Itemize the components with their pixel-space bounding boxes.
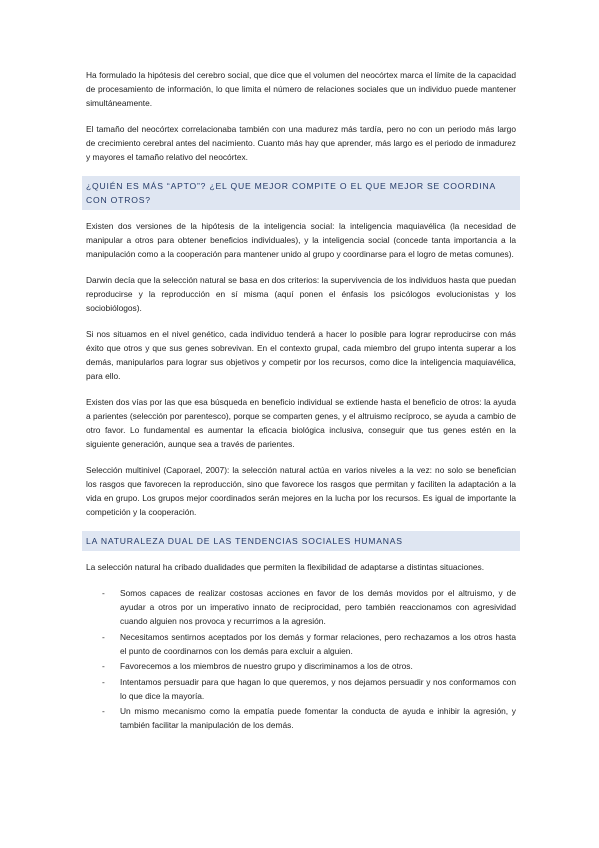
section1-paragraph-1: Existen dos versiones de la hipótesis de la inteligencia social: la inteligencia maquiavélica (la necesidad de manipular a otros para obtener beneficios individuales), y la inteligencia social (concede tanta importancia a la manipulación como a la cooperación para mantener unido al grupo y coordinarse para el logro de metas comunes).	[86, 221, 516, 259]
section1-paragraph-2: Darwin decía que la selección natural se basa en dos criterios: la supervivencia de los individuos hasta que puedan reproducirse y la reproducción en sí misma (aquí ponen el énfasis los psicólogos evolucionistas y los sociobiólogos).	[86, 275, 516, 313]
dualities-list	[102, 586, 516, 732]
list-item-text: Intentamos persuadir para que hagan lo que queremos, y nos dejamos persuadir y nos conformamos con lo que dice la mayoría.	[120, 676, 516, 701]
bullet-dash: -	[102, 631, 105, 642]
list-item	[102, 586, 516, 628]
section1-paragraph-3: Si nos situamos en el nivel genético, cada individuo tenderá a hacer lo posible para lograr reproducirse con más éxito que otros y que sus genes sobrevivan. En el contexto grupal, cada miembro del grupo intenta superar a los demás, manipularlos para lograr sus objetivos y competir por los recursos, como dice la inteligencia maquiavélica, para ello.	[86, 329, 516, 381]
list-item	[102, 675, 516, 703]
section1-paragraph-4: Existen dos vías por las que esa búsqueda en beneficio individual se extiende hasta el beneficio de otros: la ayuda a parientes (selección por parentesco), porque se comparten genes, y el altruismo recíproco, se ayuda a cambio de otro favor. Lo fundamental es aumentar la eficacia biológica inclusiva, conseguir que tus genes estén en la siguiente generación, aunque sea a través de parientes.	[86, 397, 516, 449]
bullet-dash: -	[102, 676, 105, 687]
section-heading-naturaleza-dual: LA NATURALEZA DUAL DE LAS TENDENCIAS SOCIALES HUMANAS	[82, 531, 520, 551]
list-item-text: Favorecemos a los miembros de nuestro grupo y discriminamos a los de otros.	[120, 661, 413, 672]
intro-paragraph-1: Ha formulado la hipótesis del cerebro social, que dice que el volumen del neocórtex marca el límite de la capacidad de procesamiento de información, lo que limita el número de relaciones sociales que un individuo puede mantener simultáneamente.	[86, 70, 516, 108]
list-item	[102, 630, 516, 658]
list-item	[102, 704, 516, 732]
document-body	[86, 68, 516, 734]
section-heading-apto: ¿QUIÉN ES MÁS “APTO”? ¿EL QUE MEJOR COMPITE O EL QUE MEJOR SE COORDINA CON OTROS?	[82, 176, 520, 210]
list-item-text: Un mismo mecanismo como la empatía puede fomentar la conducta de ayuda e inhibir la agresión, y también facilitar la manipulación de los demás.	[120, 706, 516, 731]
section1-paragraph-5: Selección multinivel (Caporael, 2007): la selección natural actúa en varios niveles a la vez: no solo se benefician los rasgos que favorecen la reproducción, sino que favorece los rasgos que permitan y faciliten la adaptación a la vida en grupo. Los grupos mejor coordinados serán mejores en la lucha por los recursos. Es igual de importante la competición y la cooperación.	[86, 465, 516, 517]
list-item-text: Necesitamos sentirnos aceptados por los demás y formar relaciones, pero rechazamos a los otros hasta el punto de coordinarnos con los demás para excluir a alguien.	[120, 631, 516, 656]
bullet-dash: -	[102, 588, 105, 598]
bullet-dash: -	[102, 661, 105, 672]
intro-paragraph-2: El tamaño del neocórtex correlacionaba también con una madurez más tardía, pero no con un periodo más largo de crecimiento cerebral antes del nacimiento. Cuanto más hay que aprender, más largo es el periodo de inmadurez y mayores el tamaño relativo del neocórtex.	[86, 124, 516, 162]
bullet-dash: -	[102, 706, 105, 717]
list-item-text: Somos capaces de realizar costosas acciones en favor de los demás movidos por el altruismo, y de ayudar a otros por un imperativo innato de reciprocidad, pero también reaccionamos con agresividad cuando alguien nos provoca y recurrimos a la agresión.	[120, 588, 516, 626]
list-item	[102, 659, 516, 673]
section2-intro: La selección natural ha cribado dualidades que permiten la flexibilidad de adaptarse a distintas situaciones.	[86, 562, 485, 572]
